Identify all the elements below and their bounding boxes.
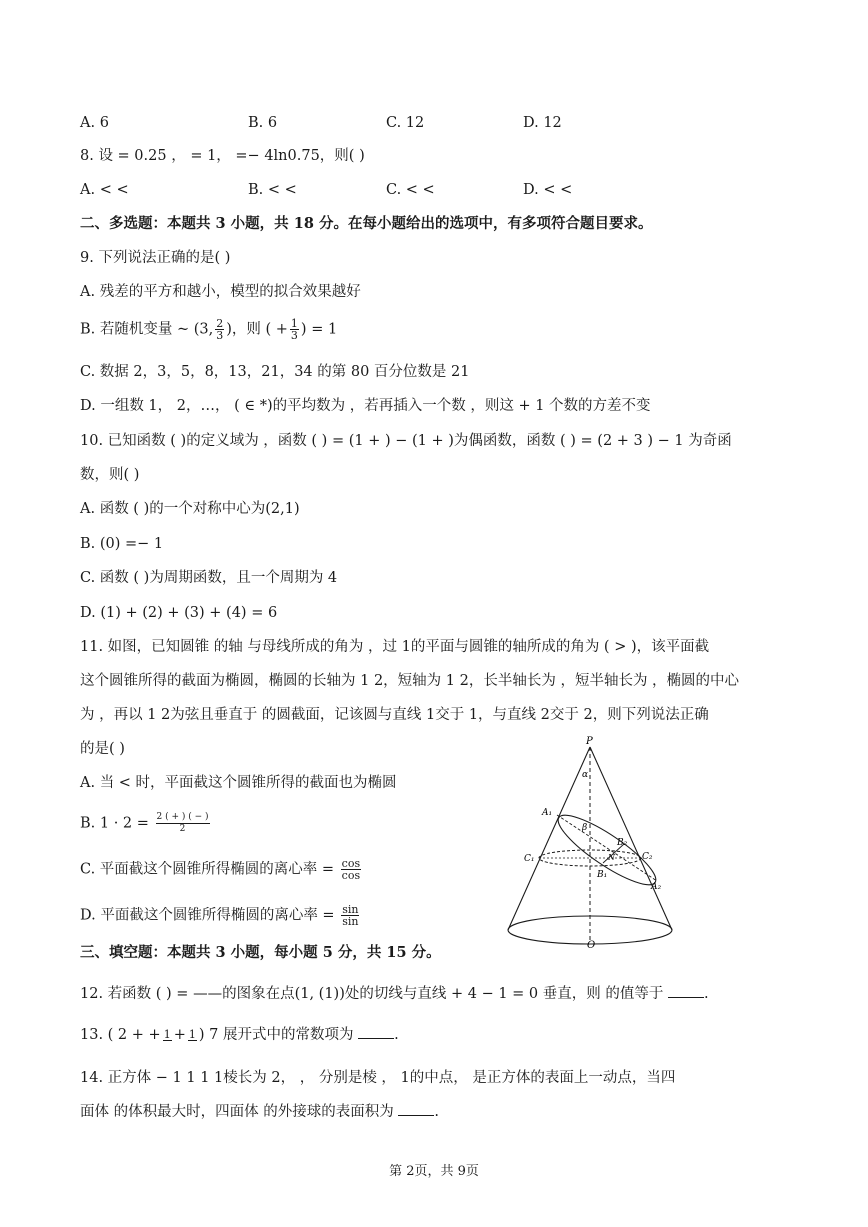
label-n: N: [608, 853, 615, 862]
q9-b-fraction-2: $\frac{1}{3}$: [290, 317, 298, 342]
q13-answer-blank: [358, 1026, 394, 1039]
q11-option-a: A. 当 < 时，平面截这个圆锥所得的截面也为椭圆: [80, 775, 397, 791]
q8-option-d: D. < <: [523, 182, 573, 198]
q9-option-a: A. 残差的平方和越小，模型的拟合效果越好: [80, 284, 361, 300]
label-a2: A₂: [651, 882, 662, 892]
label-a1: A₁: [542, 808, 553, 818]
q9-b-pre: B. 若随机变量 ~ (3,: [80, 321, 214, 338]
q11-stem-line-1: 11. 如图，已知圆锥 的轴 与母线所成的角为 ，过 1的平面与圆锥的轴所成的角为 ( > )，该平面截: [80, 639, 710, 655]
q8-option-b: B. < <: [248, 182, 297, 198]
q13-stem: 13. ( 2 + + 1 + 1 ) 7 展开式中的常数项为 .: [80, 1027, 399, 1043]
q11-stem-line-3: 为 ，再以 1 2为弦且垂直于 的圆截面，记该圆与直线 1交于 1，与直线 2交于 2，则下列说法正确: [80, 707, 709, 723]
label-p: P: [586, 736, 593, 747]
q9-option-d: D. 一组数 1， 2，…， ( ∈ *)的平均数为 ，若再插入一个数 ，则这 + 1 个数的方差不变: [80, 398, 651, 414]
label-beta: β: [582, 823, 588, 833]
q11-b-fraction: $\frac{2 ( + ) ( - )}{2}$: [156, 812, 209, 834]
q13-post: ) 7 展开式中的常数项为: [198, 1027, 354, 1043]
q7-option-c: C. 12: [386, 115, 425, 131]
cone-right-generator: [590, 747, 672, 930]
q14-line-2-text: 面体 的体积最大时，四面体 的外接球的表面积为: [80, 1104, 394, 1120]
q13-pre: 13. ( 2 + +: [80, 1027, 161, 1043]
page-footer: 第 2页，共 9页: [389, 1164, 479, 1179]
q12-text: 12. 若函数 ( ) = ——的图象在点(1, (1))处的切线与直线 + 4 − 1 = 0 垂直，则 的值等于: [80, 986, 664, 1002]
q11-d-fraction: $\frac{\sin}{\sin}$: [342, 903, 359, 928]
q11-c-fraction: $\frac{\cos}{\cos}$: [341, 857, 361, 882]
q11-option-d: [80, 904, 361, 927]
q11-option-b: [80, 812, 212, 835]
q14-answer-blank: [398, 1103, 434, 1116]
q7-option-d: D. 12: [523, 115, 562, 131]
q9-option-b: [80, 318, 337, 341]
label-c2: C₂: [642, 852, 653, 862]
q11-d-text: D. 平面截这个圆锥所得椭圆的离心率 =: [80, 907, 335, 924]
label-alpha: α: [582, 770, 589, 780]
cone-diagram: [500, 735, 690, 950]
ellipse-section: [551, 805, 664, 895]
q13-fraction-1: 1: [163, 1028, 171, 1041]
q11-c-text: C. 平面截这个圆锥所得椭圆的离心率 =: [80, 861, 335, 878]
q9-stem: 9. 下列说法正确的是( ): [80, 250, 231, 266]
section-2-heading: 二、多选题：本题共 3 小题，共 18 分。在每小题给出的选项中，有多项符合题目要求。: [80, 215, 653, 232]
q12-answer-blank: [668, 985, 704, 998]
q10-option-d: D. (1) + (2) + (3) + (4) = 6: [80, 605, 278, 621]
q12-stem: 12. 若函数 ( ) = ——的图象在点(1, (1))处的切线与直线 + 4 − 1 = 0 垂直，则 的值等于 .: [80, 986, 709, 1002]
q13-fraction-2: 1: [188, 1028, 196, 1041]
q10-option-b: B. (0) =− 1: [80, 536, 164, 552]
q9-b-post: ) = 1: [300, 321, 338, 338]
q14-stem-line-2: 面体 的体积最大时，四面体 的外接球的表面积为 .: [80, 1104, 439, 1120]
q13-mid: +: [173, 1027, 186, 1043]
q11-stem-line-2: 这个圆锥所得的截面为椭圆，椭圆的长轴为 1 2，短轴为 1 2，长半轴长为 ，短半轴长为 ，椭圆的中心: [80, 673, 740, 689]
q10-stem-line-2: 数，则( ): [80, 467, 140, 483]
q7-option-a: A. 6: [80, 115, 109, 131]
q9-option-c: C. 数据 2，3，5，8，13，21，34 的第 80 百分位数是 21: [80, 364, 470, 380]
cone-left-generator: [508, 747, 590, 930]
q8-option-c: C. < <: [386, 182, 435, 198]
q14-stem-line-1: 14. 正方体 − 1 1 1 1棱长为 2， ， 分别是棱 ， 1的中点， 是正方体的表面上一动点，当四: [80, 1070, 676, 1086]
q11-option-c: [80, 858, 363, 881]
label-c1: C₁: [524, 854, 535, 864]
section-3-heading: 三、填空题：本题共 3 小题，每小题 5 分，共 15 分。: [80, 944, 441, 961]
label-b2: B₂: [617, 838, 628, 848]
q10-option-a: A. 函数 ( )的一个对称中心为(2,1): [80, 501, 300, 517]
q11-b-text: B. 1 · 2 =: [80, 815, 149, 832]
q8-stem: 8. 设 = 0.25 ， = 1， =− 4ln0.75，则( ): [80, 148, 365, 164]
q9-b-fraction: $\frac{2}{3}$: [216, 317, 224, 342]
q7-option-b: B. 6: [248, 115, 278, 131]
q11-stem-line-4: 的是( ): [80, 741, 125, 757]
label-b1: B₁: [597, 870, 608, 880]
q10-option-c: C. 函数 ( )为周期函数，且一个周期为 4: [80, 570, 338, 586]
q10-stem-line-1: 10. 已知函数 ( )的定义域为 ，函数 ( ) = (1 + ) − (1 + )为偶函数，函数 ( ) = (2 + 3 ) − 1 为奇函: [80, 433, 732, 449]
q9-b-mid: )，则 ( +: [226, 321, 288, 338]
q8-option-a: A. < <: [80, 182, 129, 198]
label-o: O: [587, 940, 596, 950]
